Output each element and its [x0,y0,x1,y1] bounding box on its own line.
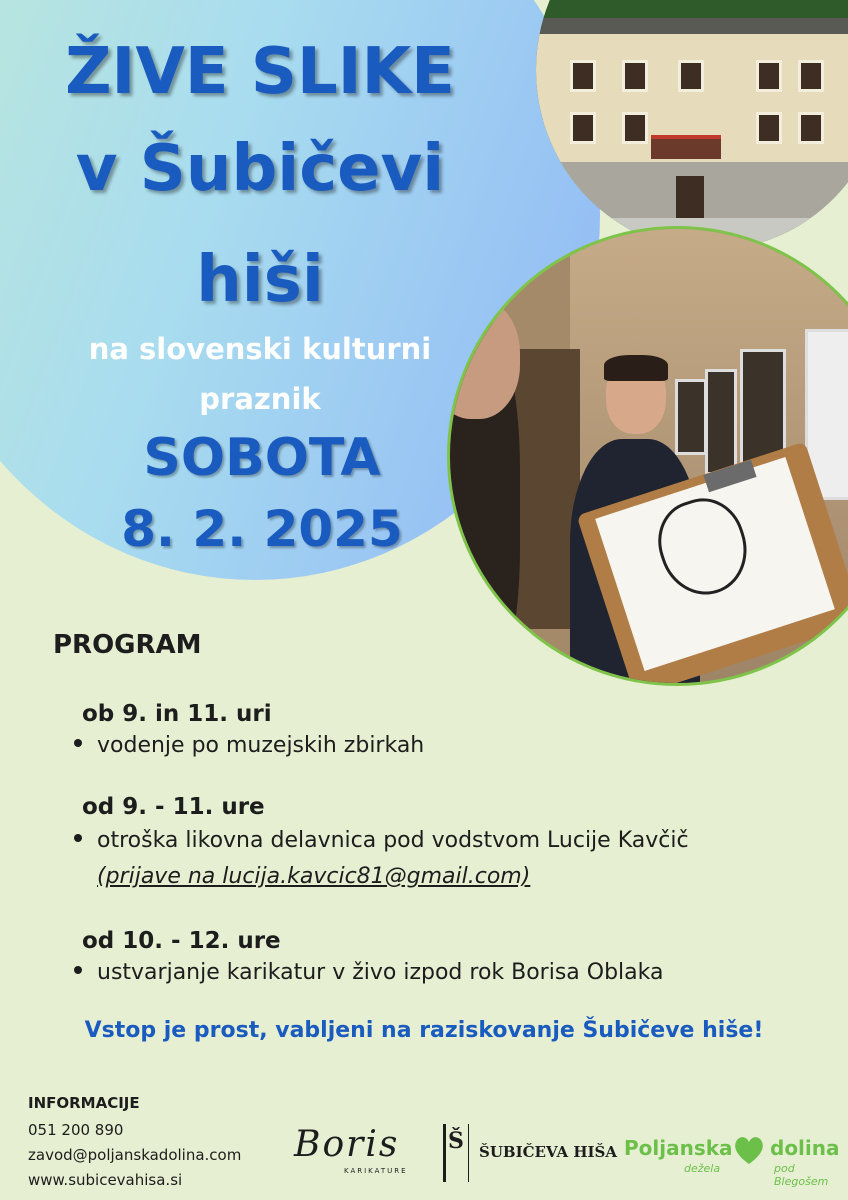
poljanska-word: Poljanska [624,1136,733,1160]
slot-1-time: ob 9. in 11. uri [82,701,272,727]
info-email[interactable]: zavod@poljanskadolina.com [28,1146,242,1164]
boris-sub: KARIKATURE [344,1167,408,1175]
boris-signature: Boris [294,1124,400,1165]
title-line-1: ŽIVE SLIKE [65,35,455,109]
house-photo [536,0,848,250]
signup-email-note[interactable]: (prijave na lucija.kavcic81@gmail.com) [97,864,531,889]
bullet-icon [74,966,82,974]
subic-mark-icon: Š [448,1128,464,1154]
program-heading: PROGRAM [53,630,202,660]
info-heading: INFORMACIJE [28,1094,140,1112]
poljanska-tag-1: dežela [684,1162,721,1175]
dolina-word: dolina [770,1136,840,1160]
boris-karikature-logo [286,1124,420,1180]
subic-name: ŠUBIČEVA HIŠA [479,1143,617,1161]
subtitle-line-2: praznik [199,382,321,416]
event-date: 8. 2. 2025 [121,500,403,558]
bullet-icon [74,739,82,747]
entry-free-text: Vstop je prost, vabljeni na raziskovanje Šubičeve hiše! [84,1018,764,1043]
subtitle-line-1: na slovenski kulturni [88,332,432,366]
slot-2-item: otroška likovna delavnica pod vodstvom Lucije Kavčič [74,830,689,852]
slot-1-item: vodenje po muzejskih zbirkah [74,735,424,757]
slot-3-item: ustvarjanje karikatur v živo izpod rok Borisa Oblaka [74,962,664,984]
slot-3-time: od 10. - 12. ure [82,928,281,954]
poljanska-tag-2: pod Blegošem [774,1162,829,1188]
bullet-icon [74,834,82,842]
slot-2-time: od 9. - 11. ure [82,794,265,820]
title-line-2: v Šubičevi [75,132,445,206]
subiceva-hisa-logo [443,1124,617,1182]
heart-icon [731,1132,767,1168]
event-day: SOBOTA [143,428,381,488]
info-website[interactable]: www.subicevahisa.si [28,1171,183,1189]
info-phone[interactable]: 051 200 890 [28,1121,124,1139]
title-line-3: hiši [196,243,324,317]
poljanska-dolina-logo [624,1132,838,1188]
